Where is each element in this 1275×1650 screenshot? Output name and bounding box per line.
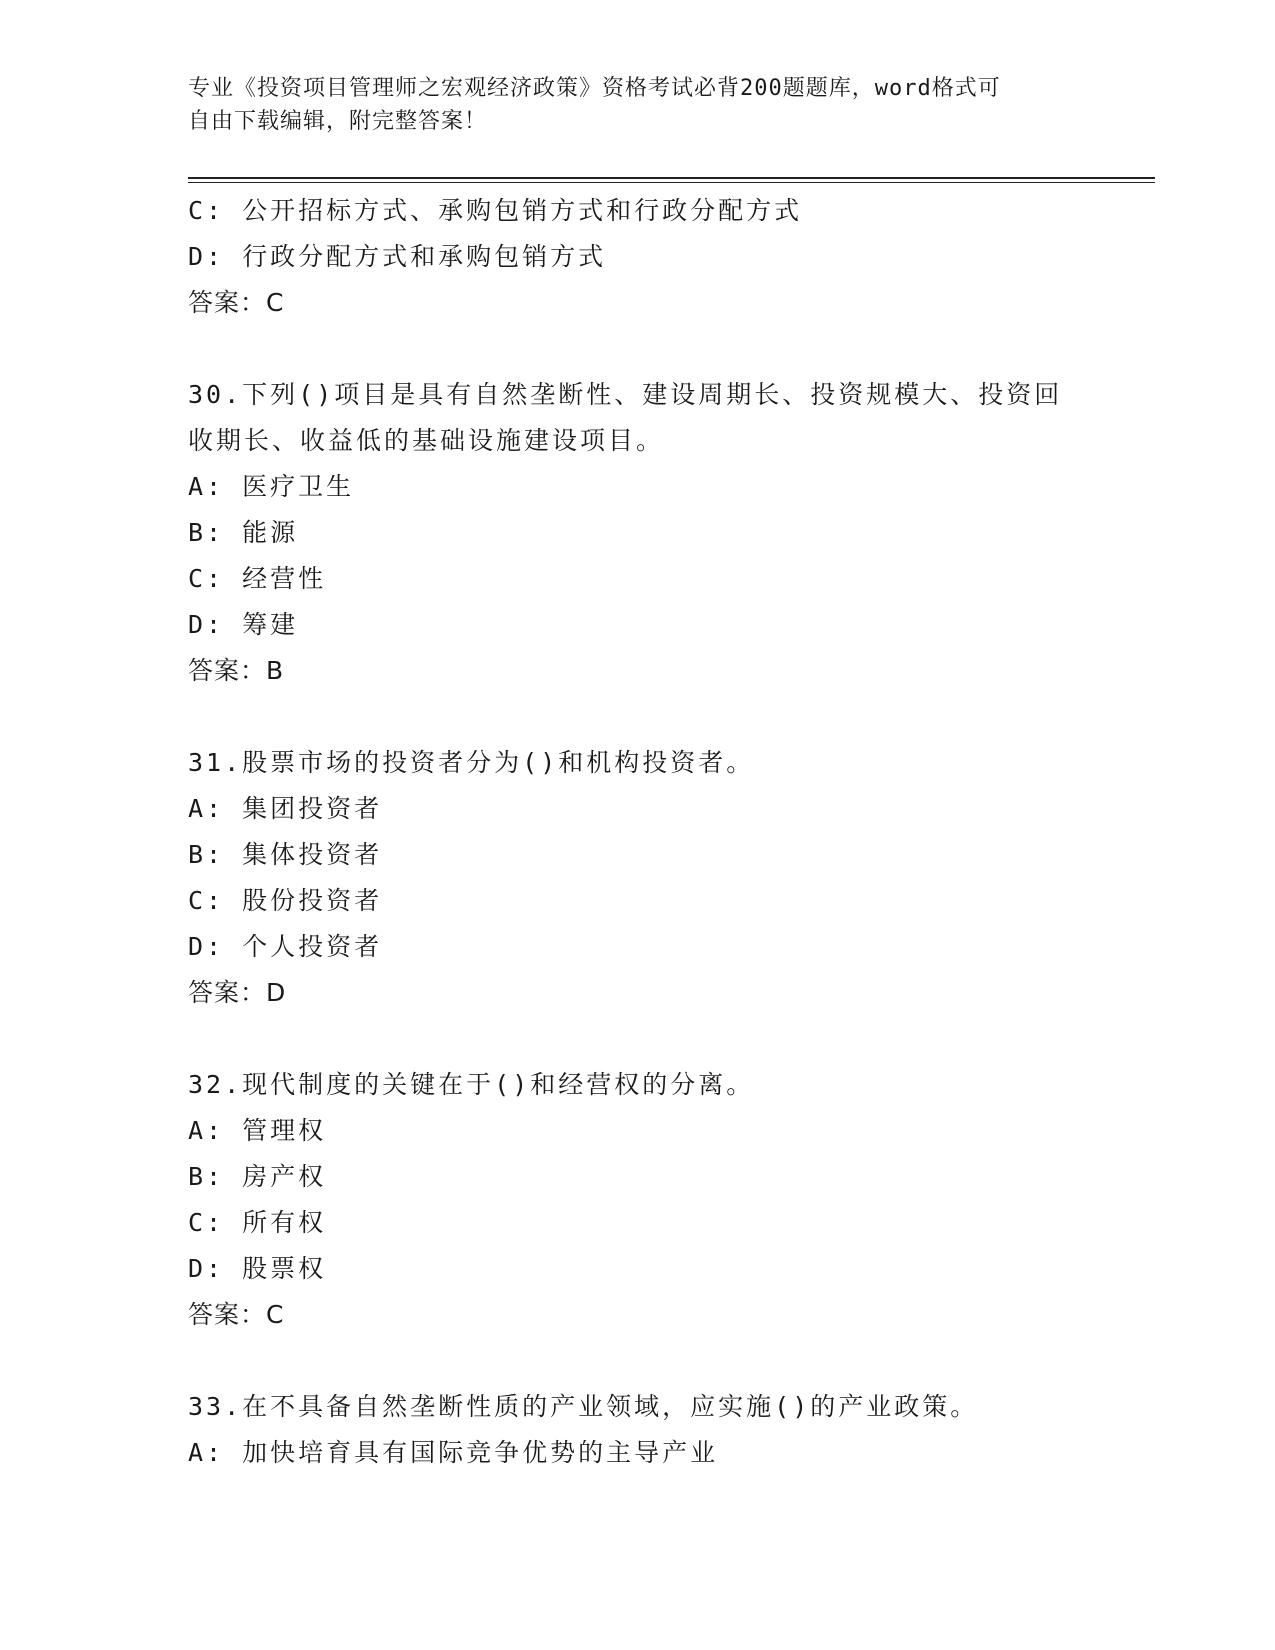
question-stem: 33.在不具备自然垄断性质的产业领域，应实施()的产业政策。 [188, 1392, 979, 1421]
question-stem: 31.股票市场的投资者分为()和机构投资者。 [188, 748, 755, 777]
question-31 [188, 740, 1088, 1016]
question-stem: 32.现代制度的关键在于()和经营权的分离。 [188, 1070, 755, 1099]
answer-line: 答案：C [188, 1300, 285, 1329]
option-c: C: 股份投资者 [188, 886, 383, 915]
option-c: C: 公开招标方式、承购包销方式和行政分配方式 [188, 196, 803, 225]
option-c: C: 经营性 [188, 564, 327, 593]
option-a: A: 加快培育具有国际竞争优势的主导产业 [188, 1438, 719, 1467]
spacer [188, 1338, 1088, 1384]
question-33 [188, 1384, 1088, 1476]
option-b: B: 集体投资者 [188, 840, 383, 869]
header-line-2: 自由下载编辑，附完整答案！ [188, 109, 488, 134]
question-stem: 30.下列()项目是具有自然垄断性、建设周期长、投资规模大、投资回收期长、收益低的基础设施建设项目。 [188, 380, 1063, 455]
document-header [188, 72, 1088, 138]
option-b: B: 能源 [188, 518, 299, 547]
option-a: A: 集团投资者 [188, 794, 383, 823]
spacer [188, 694, 1088, 740]
header-divider-thin [188, 182, 1155, 183]
spacer [188, 1016, 1088, 1062]
answer-line: 答案：D [188, 978, 287, 1007]
header-line-1: 专业《投资项目管理师之宏观经济政策》资格考试必背200题题库，word格式可 [188, 76, 1001, 101]
option-a: A: 医疗卫生 [188, 472, 355, 501]
option-a: A: 管理权 [188, 1116, 327, 1145]
question-32 [188, 1062, 1088, 1338]
spacer [188, 326, 1088, 372]
header-divider-thick [188, 177, 1155, 179]
option-c: C: 所有权 [188, 1208, 327, 1237]
question-30 [188, 372, 1088, 694]
question-29-continued [188, 188, 1088, 326]
question-list [188, 188, 1088, 1476]
option-d: D: 筹建 [188, 610, 299, 639]
answer-line: 答案：B [188, 656, 285, 685]
option-d: D: 行政分配方式和承购包销方式 [188, 242, 607, 271]
option-d: D: 个人投资者 [188, 932, 383, 961]
option-b: B: 房产权 [188, 1162, 327, 1191]
option-d: D: 股票权 [188, 1254, 327, 1283]
answer-line: 答案：C [188, 288, 285, 317]
